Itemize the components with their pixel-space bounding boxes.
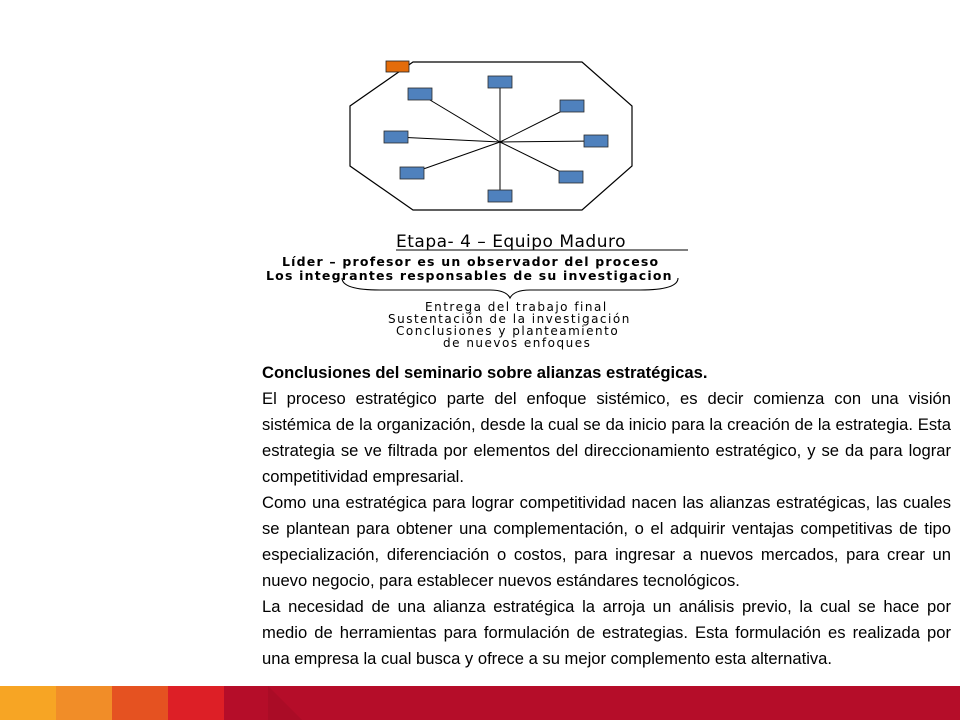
footer-segment bbox=[56, 686, 112, 720]
footer-segment bbox=[224, 686, 960, 720]
leader-box bbox=[386, 61, 409, 72]
member-box bbox=[560, 100, 584, 112]
member-box bbox=[488, 76, 512, 88]
deliverable-item: Sustentación de la investigación bbox=[388, 312, 631, 326]
footer-wedge bbox=[268, 686, 302, 720]
paragraph: El proceso estratégico parte del enfoque sistémico, es decir comienza con una visión sistémica de la organización, desde la cual se da inicio para la creación de la estrategia. Esta estrategia se ve filtrada por elementos del direccionamiento estratégico, y se da para lograr competitividad empresarial. bbox=[262, 389, 951, 486]
member-box bbox=[559, 171, 583, 183]
team-members bbox=[384, 76, 608, 202]
footer-segment bbox=[168, 686, 224, 720]
member-box bbox=[488, 190, 512, 202]
member-box bbox=[400, 167, 424, 179]
footer-segment bbox=[112, 686, 168, 720]
role-leader: Líder – profesor es un observador del proceso bbox=[282, 254, 660, 269]
stage-title: Etapa- 4 – Equipo Maduro bbox=[396, 232, 626, 252]
role-members: Los integrantes responsables de su investigacion bbox=[266, 268, 673, 283]
paragraph: Como una estratégica para lograr competitividad nacen las alianzas estratégicas, las cuales se plantean para obtener una complementación, o el adquirir ventajas competitivas de tipo especialización, diferenciación o costos, para ingresar a nuevos mercados, para crear un nuevo negocio, para establecer nuevos estándares tecnológicos. bbox=[262, 493, 951, 590]
paragraph: La necesidad de una alianza estratégica la arroja un análisis previo, la cual se hace por medio de herramientas para formulación de estrategias. Esta formulación es realizada por una empresa la cual busca y ofrece a su mejor complemento esta alternativa. bbox=[262, 597, 951, 668]
member-box bbox=[384, 131, 408, 143]
member-box bbox=[584, 135, 608, 147]
footer-color-band bbox=[0, 686, 960, 720]
deliverable-item: Conclusiones y planteamiento bbox=[396, 324, 620, 338]
conclusions-text bbox=[262, 360, 951, 672]
deliverable-item: Entrega del trabajo final bbox=[425, 300, 608, 314]
footer-segment bbox=[0, 686, 56, 720]
member-box bbox=[408, 88, 432, 100]
deliverable-item: de nuevos enfoques bbox=[443, 336, 592, 350]
conclusions-heading: Conclusiones del seminario sobre alianzas estratégicas. bbox=[262, 363, 708, 382]
